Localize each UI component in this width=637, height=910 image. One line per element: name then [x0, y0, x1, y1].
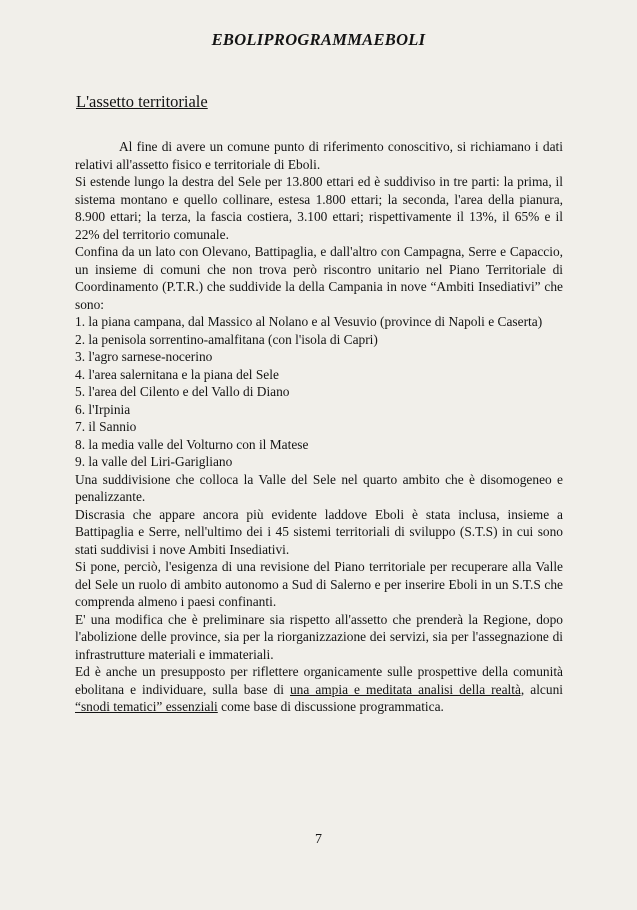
underlined-snodi: “snodi tematici” essenziali: [75, 699, 218, 714]
paragraph-borders: Confina da un lato con Olevano, Battipaglia, e dall'altro con Campagna, Serre e Capaccio, un insieme di comuni che non trova però riscontro unitario nel Piano Territoriale di Coordinamento (P.T.R.) che suddivide la della Campania in nove “Ambiti Insediativi” che sono:: [75, 244, 563, 312]
conclusion-text-middle: alcuni: [524, 681, 563, 697]
list-item: 8. la media valle del Volturno con il Matese: [75, 436, 309, 452]
list-item: 1. la piana campana, dal Massico al Nolano e al Vesuvio (province di Napoli e Caserta): [75, 314, 543, 329]
paragraph-discrasia: Discrasia che appare ancora più evidente laddove Eboli è stata inclusa, insieme a Battipaglia e Serre, nell'ultimo dei i 45 sistemi territoriali di sviluppo (S.T.S) in cui sono stati suddivisi i nove Ambiti Insediativi.: [75, 506, 563, 557]
list-item: 6. l'Irpinia: [75, 401, 131, 417]
paragraph-modification: E' una modifica che è preliminare sia rispetto all'assetto che prenderà la Regione, dopo l'abolizione delle province, sia per la riorganizzazione dei servizi, sia per l'assegnazione di infrastrutture materiali e immateriali.: [75, 611, 563, 662]
list-item: 5. l'area del Cilento e del Vallo di Diano: [75, 384, 290, 399]
page-number: 7: [315, 832, 322, 847]
list-item: 7. il Sannio: [75, 419, 137, 434]
list-item: 4. l'area salernitana e la piana del Sele: [75, 366, 279, 382]
body-text: [75, 138, 563, 716]
section-title: L'assetto territoriale: [76, 92, 208, 111]
paragraph-intro: Al fine di avere un comune punto di riferimento conoscitivo, si richiamano i dati relativi all'assetto fisico e territoriale di Eboli.: [75, 139, 563, 172]
list-item: 3. l'agro sarnese-nocerino: [75, 349, 213, 364]
list-item: 2. la penisola sorrentino-amalfitana (con l'isola di Capri): [75, 331, 378, 347]
paragraph-conclusion: [75, 663, 563, 716]
paragraph-subdivision: Una suddivisione che colloca la Valle del Sele nel quarto ambito che è disomogeneo e penalizzante.: [75, 471, 563, 504]
page-header: EBOLIPROGRAMMAEBOLI: [211, 30, 426, 49]
conclusion-text-start: Ed è anche un presupposto per riflettere organicamente sulle prospettive della comunità ebolitana e individuare, sulla base di: [75, 664, 563, 697]
conclusion-text-end: come base di discussione programmatica.: [217, 699, 444, 714]
paragraph-extent: Si estende lungo la destra del Sele per 13.800 ettari ed è suddiviso in tre parti: la prima, il sistema montano e quello collinare, estesa 1.800 ettari; la seconda, l'area della pianura, 8.900 ettari; la terza, la fascia costiera, 3.100 ettari; rispettivamente il 13%, il 65% e il 22% del territorio comunale.: [75, 174, 563, 242]
underlined-analysis: una ampia e meditata analisi della realtà,: [289, 681, 525, 697]
list-item: 9. la valle del Liri-Garigliano: [75, 454, 233, 469]
paragraph-revision: Si pone, perciò, l'esigenza di una revisione del Piano territoriale per recuperare alla Valle del Sele un ruolo di ambito autonomo a Sud di Salerno e per inserire Eboli in un S.T.S che comprenda almeno i paesi confinanti.: [75, 559, 563, 609]
